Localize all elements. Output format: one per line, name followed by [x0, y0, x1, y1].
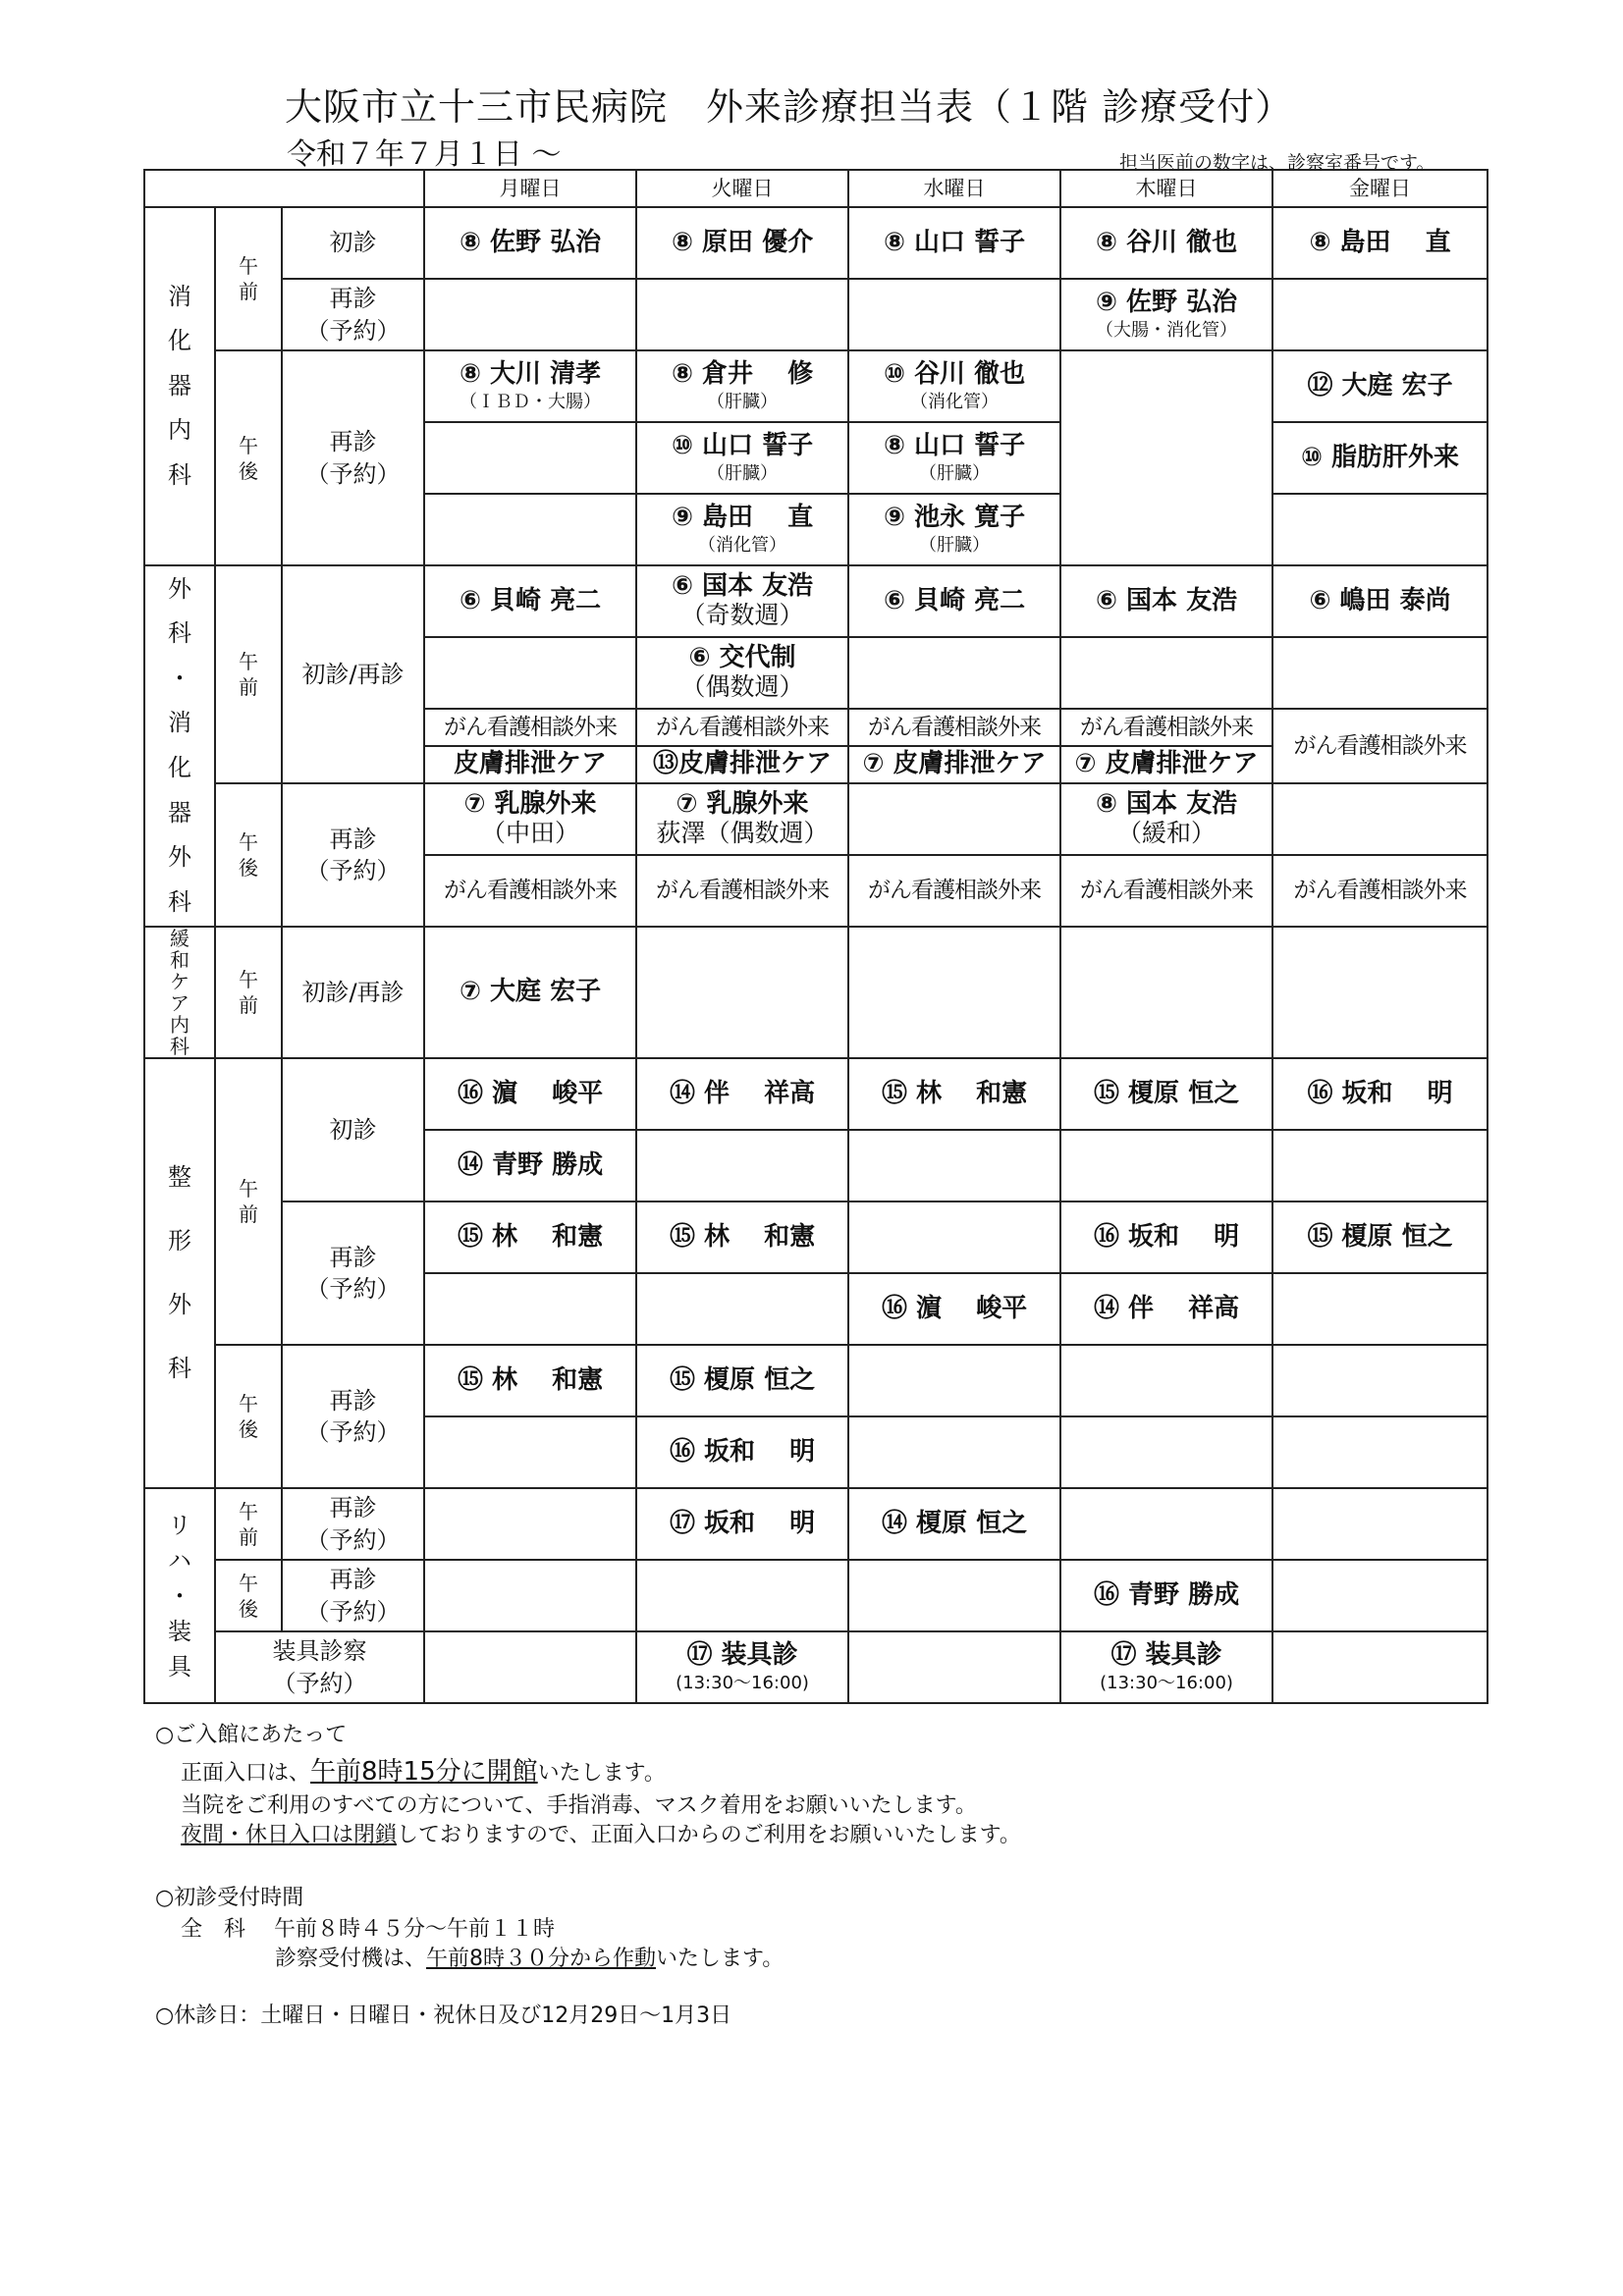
header-row [144, 170, 1488, 207]
doctor-cell: ⑭ 榎原 恒之 [848, 1488, 1060, 1560]
header-blank [144, 170, 424, 207]
empty-cell [1272, 1488, 1488, 1560]
kind-saishin: 再診 （予約） [282, 783, 424, 927]
empty-cell [1060, 1130, 1272, 1201]
doctor-cell: ⑮ 榎原 恒之 [1060, 1058, 1272, 1130]
empty-cell [848, 783, 1060, 855]
table-row [144, 1345, 1488, 1416]
doctor-cell: ⑮ 林 和憲 [848, 1058, 1060, 1130]
kind-saishin: 再診 （予約） [282, 1560, 424, 1631]
doctor-cell: ⑨ 池永 寛子 （肝臓） [848, 494, 1060, 565]
schedule-table [143, 169, 1488, 1704]
am-label: 午 前 [215, 565, 282, 783]
dept-gi: 消 化 器 内 科 [144, 207, 215, 565]
doctor-cell: ⑰ 坂和 明 [636, 1488, 848, 1560]
empty-cell [1272, 1560, 1488, 1631]
cancer-consult-cell: がん看護相談外来 [1060, 855, 1272, 927]
doctor-cell: ⑧ 国本 友浩 （緩和） [1060, 783, 1272, 855]
table-row [144, 207, 1488, 279]
entry-heading: ○ご入館にあたって [155, 1723, 348, 1747]
dept-palliative: 緩 和 ケ ア 内 科 [144, 927, 215, 1058]
kind-shoshin-saishin: 初診/再診 [282, 927, 424, 1058]
holiday-note: ○休診日：土曜日・日曜日・祝休日及び12月29日〜1月3日 [155, 2003, 732, 2028]
table-row [144, 927, 1488, 1058]
skin-care-cell: ⑦ 皮膚排泄ケア [1060, 746, 1272, 783]
pm-label: 午 後 [215, 350, 282, 565]
empty-cell [1272, 927, 1488, 1058]
doctor-cell: ⑥ 貝崎 亮二 [424, 565, 636, 637]
empty-cell [424, 637, 636, 709]
doctor-cell: ⑭ 伴 祥高 [636, 1058, 848, 1130]
cancer-consult-cell: がん看護相談外来 [848, 855, 1060, 927]
empty-cell [424, 1488, 636, 1560]
dept-ortho: 整 形 外 科 [144, 1058, 215, 1488]
empty-cell [1272, 279, 1488, 350]
empty-cell [424, 1416, 636, 1488]
day-header: 金曜日 [1272, 170, 1488, 207]
empty-cell [1060, 927, 1272, 1058]
doctor-cell: ⑭ 伴 祥高 [1060, 1273, 1272, 1345]
room-number-note: 担当医前の数字は、診察室番号です。 [1119, 152, 1435, 174]
doctor-cell: ⑧ 佐野 弘治 [424, 207, 636, 279]
doctor-cell: ⑩ 谷川 徹也 （消化管） [848, 350, 1060, 422]
doctor-cell: ⑨ 佐野 弘治 （大腸・消化管） [1060, 279, 1272, 350]
doctor-cell: ⑰ 装具診 (13:30〜16:00) [636, 1631, 848, 1703]
table-row [144, 279, 1488, 350]
cancer-consult-cell: がん看護相談外来 [848, 709, 1060, 746]
empty-cell [424, 1631, 636, 1703]
cancer-consult-cell: がん看護相談外来 [424, 855, 636, 927]
day-header: 水曜日 [848, 170, 1060, 207]
dept-rehab: リ ハ ・ 装 具 [144, 1488, 215, 1703]
empty-cell [424, 1273, 636, 1345]
doctor-cell: ⑯ 坂和 明 [636, 1416, 848, 1488]
doctor-cell: ⑥ 国本 友浩 [1060, 565, 1272, 637]
effective-date: 令和７年７月１日 〜 [287, 137, 562, 172]
kind-shoshin: 初診 [282, 207, 424, 279]
doctor-cell: ⑧ 山口 誓子 （肝臓） [848, 422, 1060, 494]
empty-cell [424, 1560, 636, 1631]
empty-cell [636, 1130, 848, 1201]
cancer-consult-cell: がん看護相談外来 [1272, 709, 1488, 783]
empty-cell [848, 1560, 1060, 1631]
empty-cell [1272, 783, 1488, 855]
doctor-cell: ⑯ 濵 峻平 [424, 1058, 636, 1130]
entry-line-3: 夜間・休日入口は閉鎖しておりますので、正面入口からのご利用をお願いいたします。 [181, 1823, 1021, 1847]
kind-saishin: 再診 （予約） [282, 1488, 424, 1560]
doctor-cell: ⑯ 坂和 明 [1272, 1058, 1488, 1130]
doctor-cell: ⑮ 林 和憲 [424, 1201, 636, 1273]
doctor-cell: ⑥ 国本 友浩 （奇数週） [636, 565, 848, 637]
doctor-cell: ⑥ 嶋田 泰尚 [1272, 565, 1488, 637]
am-label: 午 前 [215, 207, 282, 350]
empty-cell [636, 1273, 848, 1345]
empty-cell [636, 927, 848, 1058]
doctor-cell: ⑧ 倉井 修 （肝臓） [636, 350, 848, 422]
empty-cell [848, 1416, 1060, 1488]
am-label: 午 前 [215, 927, 282, 1058]
doctor-cell: ⑥ 交代制 （偶数週） [636, 637, 848, 709]
empty-cell [848, 1201, 1060, 1273]
pm-label: 午 後 [215, 1560, 282, 1631]
table-row [144, 565, 1488, 637]
day-header: 火曜日 [636, 170, 848, 207]
empty-cell [1060, 350, 1272, 565]
doctor-cell: ⑦ 乳腺外来 荻澤（偶数週） [636, 783, 848, 855]
doctor-cell: ⑧ 島田 直 [1272, 207, 1488, 279]
empty-cell [1272, 1130, 1488, 1201]
first-visit-line-2: 診察受付機は、午前8時３０分から作動いたします。 [275, 1947, 784, 1971]
doctor-cell: ⑧ 原田 優介 [636, 207, 848, 279]
empty-cell [848, 279, 1060, 350]
pm-label: 午 後 [215, 783, 282, 927]
doctor-cell: ⑧ 大川 清孝 （ＩＢＤ・大腸） [424, 350, 636, 422]
doctor-cell: ⑧ 谷川 徹也 [1060, 207, 1272, 279]
table-row [144, 1488, 1488, 1560]
empty-cell [1060, 637, 1272, 709]
empty-cell [1272, 494, 1488, 565]
doctor-cell: ⑮ 林 和憲 [636, 1201, 848, 1273]
day-header: 木曜日 [1060, 170, 1272, 207]
doctor-cell: ⑫ 大庭 宏子 [1272, 350, 1488, 422]
table-row [144, 783, 1488, 855]
doctor-cell: ⑥ 貝崎 亮二 [848, 565, 1060, 637]
day-header: 月曜日 [424, 170, 636, 207]
cancer-consult-cell: がん看護相談外来 [1272, 855, 1488, 927]
table-row [144, 1560, 1488, 1631]
doctor-cell: ⑩ 脂肪肝外来 [1272, 422, 1488, 494]
pm-label: 午 後 [215, 1345, 282, 1488]
cancer-consult-cell: がん看護相談外来 [424, 709, 636, 746]
skin-care-cell: ⑬皮膚排泄ケア [636, 746, 848, 783]
doctor-cell: ⑰ 装具診 (13:30〜16:00) [1060, 1631, 1272, 1703]
empty-cell [1060, 1488, 1272, 1560]
table-row [144, 350, 1488, 422]
empty-cell [424, 279, 636, 350]
kind-sougu: 装具診察 （予約） [215, 1631, 424, 1703]
doctor-cell: ⑦ 大庭 宏子 [424, 927, 636, 1058]
kind-saishin: 再診 （予約） [282, 1201, 424, 1345]
kind-shoshin: 初診 [282, 1058, 424, 1201]
doctor-cell: ⑯ 青野 勝成 [1060, 1560, 1272, 1631]
empty-cell [848, 927, 1060, 1058]
cancer-consult-cell: がん看護相談外来 [636, 709, 848, 746]
table-row [144, 1631, 1488, 1703]
doctor-cell: ⑧ 山口 誓子 [848, 207, 1060, 279]
doctor-cell: ⑮ 榎原 恒之 [1272, 1201, 1488, 1273]
skin-care-cell: ⑦ 皮膚排泄ケア [848, 746, 1060, 783]
empty-cell [636, 1560, 848, 1631]
empty-cell [848, 1345, 1060, 1416]
table-row [144, 1201, 1488, 1273]
empty-cell [848, 637, 1060, 709]
doctor-cell: ⑮ 榎原 恒之 [636, 1345, 848, 1416]
doctor-cell: ⑯ 坂和 明 [1060, 1201, 1272, 1273]
dept-surgery: 外 科 ・ 消 化 器 外 科 [144, 565, 215, 927]
skin-care-cell: 皮膚排泄ケア [424, 746, 636, 783]
cancer-consult-cell: がん看護相談外来 [1060, 709, 1272, 746]
first-visit-line-1: 全 科 午前８時４５分〜午前１１時 [181, 1917, 555, 1942]
doctor-cell: ⑨ 島田 直 （消化管） [636, 494, 848, 565]
doctor-cell: ⑦ 乳腺外来 （中田） [424, 783, 636, 855]
entry-line-2: 当院をご利用のすべての方について、手指消毒、マスク着用をお願いいたします。 [181, 1793, 977, 1818]
empty-cell [636, 279, 848, 350]
am-label: 午 前 [215, 1058, 282, 1345]
doctor-cell: ⑯ 濵 峻平 [848, 1273, 1060, 1345]
doctor-cell: ⑩ 山口 誓子 （肝臓） [636, 422, 848, 494]
kind-shoshin-saishin: 初診/再診 [282, 565, 424, 783]
doctor-cell: ⑭ 青野 勝成 [424, 1130, 636, 1201]
empty-cell [1060, 1416, 1272, 1488]
empty-cell [1272, 1631, 1488, 1703]
empty-cell [848, 1130, 1060, 1201]
empty-cell [424, 494, 636, 565]
first-visit-heading: ○初診受付時間 [155, 1886, 304, 1910]
empty-cell [1272, 1273, 1488, 1345]
table-row [144, 1058, 1488, 1130]
empty-cell [424, 422, 636, 494]
cancer-consult-cell: がん看護相談外来 [636, 855, 848, 927]
kind-saishin: 再診 （予約） [282, 279, 424, 350]
empty-cell [848, 1631, 1060, 1703]
doctor-cell: ⑮ 林 和憲 [424, 1345, 636, 1416]
empty-cell [1272, 1345, 1488, 1416]
kind-saishin: 再診 （予約） [282, 1345, 424, 1488]
entry-line-1: 正面入口は、午前8時15分に開館いたします。 [181, 1757, 666, 1787]
kind-saishin: 再診 （予約） [282, 350, 424, 565]
am-label: 午 前 [215, 1488, 282, 1560]
page-title: 大阪市立十三市民病院 外来診療担当表（１階 診療受付） [285, 85, 1294, 129]
empty-cell [1272, 1416, 1488, 1488]
empty-cell [1060, 1345, 1272, 1416]
empty-cell [1272, 637, 1488, 709]
